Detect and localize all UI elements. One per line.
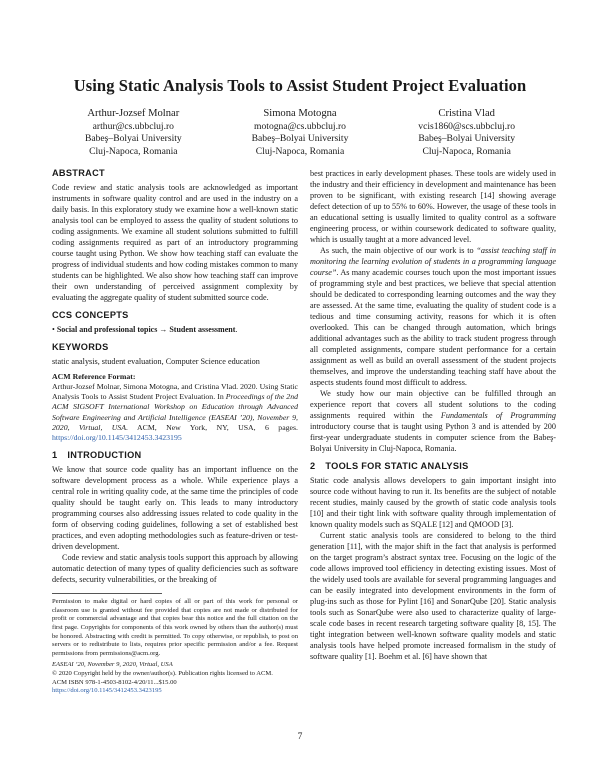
keywords-heading: KEYWORDS — [52, 342, 109, 352]
section-number: 2 — [310, 461, 316, 471]
author-affiliation: Babeş–Bolyai University — [418, 133, 516, 145]
author-name: Arthur-Jozsef Molnar — [87, 108, 180, 119]
ccs-heading: CCS CONCEPTS — [52, 310, 129, 320]
author-location: Cluj-Napoca, Romania — [89, 145, 178, 157]
acm-reference-heading: ACM Reference Format: — [52, 372, 136, 381]
footnote-venue: EASEAI ’20, November 9, 2020, Virtual, USA — [52, 661, 173, 669]
ccs-arrow: → — [159, 325, 168, 334]
author-email: motogna@cs.ubbcluj.ro — [254, 120, 346, 132]
page-number: 7 — [297, 732, 303, 742]
author-affiliation: Babeş–Bolyai University — [84, 133, 182, 145]
ccs-end: . — [235, 325, 238, 334]
author-email: vcis1860@scs.ubbcluj.ro — [418, 120, 516, 132]
text-span: As such, the main objective of our work is to — [320, 246, 477, 255]
author-name: Cristina Vlad — [438, 108, 495, 119]
author-block — [50, 108, 550, 158]
keywords-text: static analysis, student evaluation, Computer Science education — [52, 357, 260, 366]
copyright-footnote — [52, 598, 298, 696]
ccs-subterm: Student assessment — [169, 325, 236, 334]
author-2 — [217, 108, 384, 158]
permission-notice: Permission to make digital or hard copies of all or part of this work for personal or classroom use is granted without fee provided that copies are not made or distributed for profit or commercial advantage and that copies bear this notice and the full citation on the first page. Copyrights for components of this work owned by others than the author(s) must be honored. Abstracting with credit is permitted. To copy otherwise, or republish, to post on servers or to redistribute to lists, requires prior specific permission and/or a fee. Request permissions from permissions@acm.org. — [52, 598, 298, 657]
abstract-heading: ABSTRACT — [52, 168, 105, 178]
body-paragraph — [310, 245, 556, 388]
author-location: Cluj-Napoca, Romania — [422, 145, 511, 157]
section-heading-tools — [310, 461, 556, 472]
footnote-isbn: ACM ISBN 978-1-4503-8102-4/20/11...$15.00 — [52, 678, 177, 686]
abstract-text: Code review and static analysis tools are acknowledged as important instruments in software quality control and are used in the industry on a daily basis. In this exploratory study we examine how a well-known static analysis tool can be employed to assess the quality of student solutions to coding assignments. We examine all student solutions submitted to fulfill coding assignments required as part of an introductory programming course taught using Python. We show how teaching staff can evaluate the progress of individual students and how coding mistakes common to many students can be highlighted. We also show how teaching staff can improve their own understanding of perceived assignment complexity by evaluating the aggregate quality of student submitted source code. — [52, 183, 298, 302]
ccs-bullet: • — [52, 325, 55, 334]
section-heading-introduction — [52, 450, 298, 461]
author-affiliation: Babeş–Bolyai University — [251, 133, 349, 145]
author-name: Simona Motogna — [263, 108, 337, 119]
text-span: . As many academic courses touch upon the most important issues of programming style and best practices, we believe that special attention should be dedicated to corresponding learning outcomes and the way they are assessed. At the same time, evaluating the quality of student code is a tedious and time consuming activity, reasons for which it is often overlooked. This can be changed through automation, which brings additional advantages such as the ability to track student progress through all completed assignments, compare student performance for a certain assignment as well as build an overall assessment of the student projects themselves, and improve the understanding teaching staff have about the aspects students found most difficult to address. — [310, 268, 556, 387]
author-1 — [50, 108, 217, 158]
section-title: TOOLS FOR STATIC ANALYSIS — [325, 461, 469, 471]
author-location: Cluj-Napoca, Romania — [255, 145, 345, 157]
left-column — [52, 168, 298, 696]
author-email: arthur@cs.ubbcluj.ro — [92, 120, 174, 132]
course-name: Fundamentals of Programming — [440, 411, 556, 420]
author-3 — [383, 108, 550, 158]
acm-reference-part: Arthur-Jozsef Molnar, Simona Motogna, and Cristina Vlad. 2020. Using Static Analysis Tools to Assist Student Project Evaluation. In — [52, 382, 298, 402]
text-span: We study how our main objective can be fulfilled through an experience report that covers all student solutions to the coding assignments required within the — [310, 389, 556, 420]
body-paragraph: best practices in early development phases. These tools are widely used in the industry and their efficiency in development and maintenance has been proven to be significant, with existing research [14] showing average defect detection of up to 55% to 60%. However, the usage of these tools in an educational setting is usually limited to quality control as a software engineering process, or within coursework dedicated to software quality, which is usually taught at a more advanced level. — [310, 169, 556, 244]
acm-reference-doi-link[interactable]: https://doi.org/10.1145/3412453.3423195 — [52, 433, 182, 443]
acm-reference-part: ACM, New York, NY, USA, 6 pages. — [128, 422, 298, 432]
footnote-doi-link[interactable]: https://doi.org/10.1145/3412453.3423195 — [52, 687, 162, 695]
body-paragraph — [310, 388, 556, 454]
text-span: introductory course that is taught using Python 3 and is attended by 200 first-year undergraduate students in computer science from the Babeş-Bolyai University in Cluj-Napoca, Romania. — [310, 422, 556, 453]
objective-quote: “assist teaching staff in monitoring the learning evolution of students in a programming language course” — [310, 246, 556, 277]
section-title: INTRODUCTION — [67, 450, 142, 461]
ccs-term: Social and professional topics — [56, 325, 158, 334]
introduction-paragraph: We know that source code quality has an important influence on the software development process as a whole. While experience plays a central role in writing quality code, at the same time the principles of code quality should be taught early on. This leads to many introductory programming courses also addressing issues related to code quality in the form of observing coding guidelines, following a set of established best practices, and even adopting methodologies such as feature-driven or test-driven development. — [52, 465, 298, 552]
introduction-paragraph: Code review and static analysis tools support this approach by allowing automatic detection of many types of quality deficiencies such as software defects, security vulnerabilities, or the breaking of — [52, 553, 298, 585]
acm-reference-text — [52, 382, 298, 443]
acm-reference-venue: Proceedings of the 2nd ACM SIGSOFT International Workshop on Education through Advanced Software Engineering and Artificial Intelligence (EASEAI ’20), November 9, 2020, Virtual, USA. — [52, 392, 298, 432]
body-paragraph: Static code analysis allows developers to gain important insight into source code without having to run it. Its benefits are the subject of notable recent studies, mainly caused by the growth of static code analysis tools [10] and their tight link with software quality through implementation of known quality models such as SQALE [12] and QMOOD [3]. — [310, 476, 556, 529]
paper-title: Using Static Analysis Tools to Assist Student Project Evaluation — [73, 76, 527, 95]
section-number: 1 — [52, 450, 58, 461]
footnote-rule — [52, 593, 162, 594]
body-paragraph: Current static analysis tools are considered to belong to the third generation [11], with the major shift in the fact that analysis is performed on the target program’s abstract syntax tree. Focusing on the logic of the code allows improved tool efficiency in detecting existing issues. Most of the widely used tools are available for several programming languages and can be easily integrated into development environments in the form of plug-ins such as those for Pylint [16] and SonarQube [20]. Static analysis tools such as SonarQube were also used to characterize quality of large-scale code bases in recent research targeting software quality [8, 15]. The tight integration between well-known software quality models and static analysis tools have helped promote increased formalism in the study of software quality [1]. Boehm et al. [6] have shown that — [310, 531, 556, 661]
ccs-concept — [52, 324, 298, 335]
footnote-copyright: © 2020 Copyright held by the owner/author(s). Publication rights licensed to ACM. — [52, 669, 273, 677]
right-column — [310, 168, 556, 662]
